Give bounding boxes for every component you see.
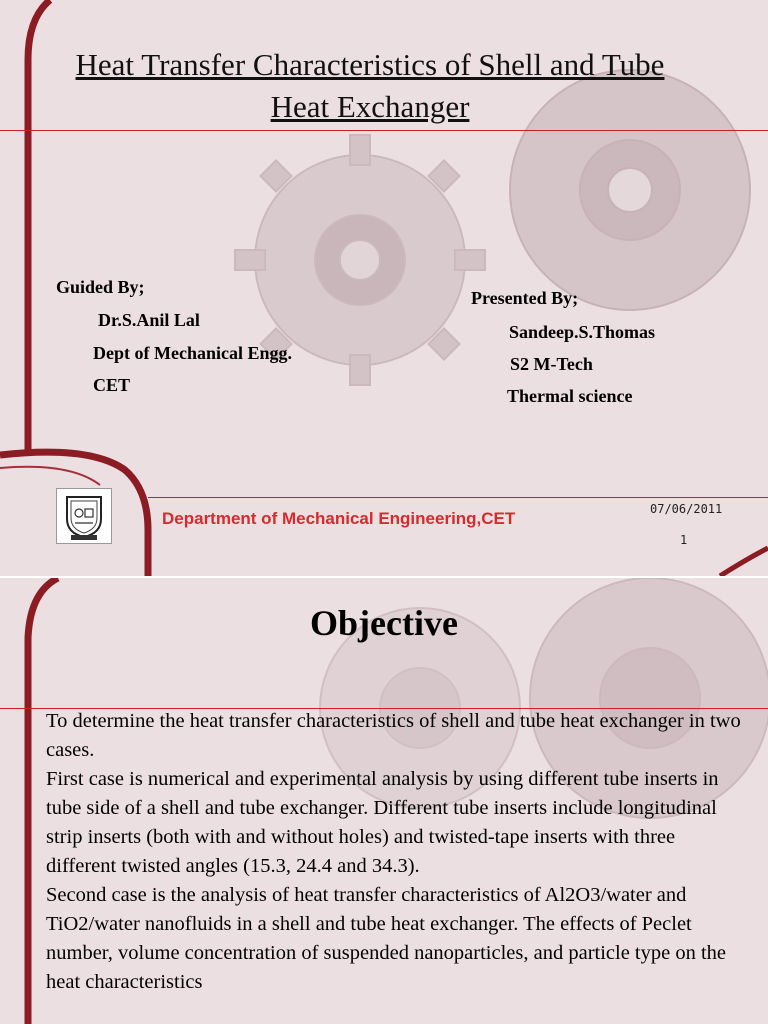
guide-department: Dept of Mechanical Engg. [93,343,292,363]
crest-icon [57,489,111,543]
objective-text [46,707,746,997]
title-line-1: Heat Transfer Characteristics of Shell and Tube [75,47,665,82]
guide-institution: CET [93,375,131,395]
presenter-name: Sandeep.S.Thomas [509,322,656,342]
paragraph: First case is numerical and experimental analysis by using different tube inserts in tube side of a shell and tube exchanger. Different tube inserts include longitudinal strip inserts (both with and without holes) and twisted-tape inserts with three different twisted angles (15.3, 24.4 and 34.3). [46,768,719,877]
slide-title: Objective [310,603,458,643]
slide-date: 07/06/2011 [650,502,723,516]
guide-name: Dr.S.Anil Lal [98,310,200,330]
presenter-specialization: Thermal science [507,386,633,406]
slide-title [30,44,710,128]
presented-by-heading: Presented By; [471,288,579,308]
paragraph: Second case is the analysis of heat transfer characteristics of Al2O3/water and TiO2/water nanofluids in a shell and tube heat exchanger. The effects of Peclet number, volume concentration of suspended nanoparticles, and particle type on the heat characteristics [46,884,727,993]
title-line-2: Heat Exchanger [270,89,470,124]
department-footer: Department of Mechanical Engineering,CET [162,509,516,528]
presenter-course: S2 M-Tech [510,354,593,374]
slide-number: 1 [680,533,688,547]
header-divider [0,130,768,131]
guided-by-heading: Guided By; [56,277,145,297]
footer-divider [148,497,768,498]
college-logo [56,488,112,544]
paragraph: To determine the heat transfer characteristics of shell and tube heat exchanger in two cases. [46,710,741,761]
objective-slide [0,578,768,1024]
